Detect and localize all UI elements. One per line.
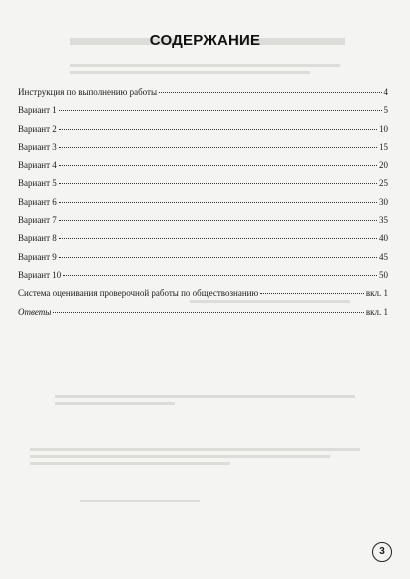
toc-entry-page: вкл. 1 [365, 288, 388, 299]
toc-entry-page: 35 [379, 215, 388, 226]
table-of-contents [18, 83, 388, 321]
toc-entry-page: 5 [383, 105, 388, 116]
toc-entry-label: Вариант 9 [18, 251, 57, 262]
toc-entry-label: Вариант 5 [18, 178, 57, 189]
toc-entry [18, 211, 388, 229]
toc-entry-label: Вариант 3 [18, 141, 57, 152]
toc-entry-page: 30 [379, 196, 388, 207]
dot-leader [59, 147, 377, 148]
dot-leader [59, 165, 377, 166]
toc-entry-page: вкл. 1 [365, 306, 388, 317]
toc-entry-label: Вариант 4 [18, 160, 57, 171]
toc-entry-page: 20 [379, 160, 388, 171]
toc-entry [18, 248, 388, 266]
dot-leader [159, 92, 381, 93]
toc-entry-page: 40 [379, 233, 388, 244]
toc-entry [18, 120, 388, 138]
toc-entry [18, 138, 388, 156]
toc-entry [18, 284, 388, 302]
toc-entry-label: Вариант 8 [18, 233, 57, 244]
toc-entry [18, 229, 388, 247]
toc-entry-page: 45 [379, 251, 388, 262]
dot-leader [59, 183, 377, 184]
toc-entry-label: Инструкция по выполнению работы [18, 87, 158, 97]
toc-entry [18, 174, 388, 192]
dot-leader [53, 312, 363, 313]
dot-leader [59, 238, 377, 239]
toc-entry [18, 266, 388, 284]
toc-entry-label: Вариант 2 [18, 123, 57, 134]
toc-entry-label: Вариант 10 [18, 269, 62, 280]
toc-entry-label: Система оценивания проверочной работы по обществознанию [18, 288, 259, 299]
toc-entry [18, 101, 388, 119]
dot-leader [59, 257, 377, 258]
toc-entry-page: 15 [379, 141, 388, 152]
dot-leader [59, 110, 382, 111]
toc-entry-page: 10 [379, 123, 388, 134]
page-title: СОДЕРЖАНИЕ [149, 32, 261, 49]
dot-leader [59, 220, 377, 221]
toc-entry-label: Ответы [18, 306, 52, 317]
toc-entry [18, 83, 388, 101]
dot-leader [63, 275, 377, 276]
toc-entry [18, 156, 388, 174]
toc-entry-label: Вариант 7 [18, 215, 57, 226]
dot-leader [260, 293, 364, 294]
dot-leader [59, 129, 377, 130]
toc-entry-page: 4 [383, 87, 388, 97]
toc-entry-page: 25 [379, 178, 388, 189]
toc-entry-label: Вариант 1 [18, 105, 57, 116]
dot-leader [59, 202, 377, 203]
page-number-badge: 3 [372, 542, 392, 562]
toc-entry-label: Вариант 6 [18, 196, 57, 207]
toc-entry-page: 50 [379, 269, 388, 280]
toc-entry [18, 303, 388, 321]
toc-entry [18, 193, 388, 211]
